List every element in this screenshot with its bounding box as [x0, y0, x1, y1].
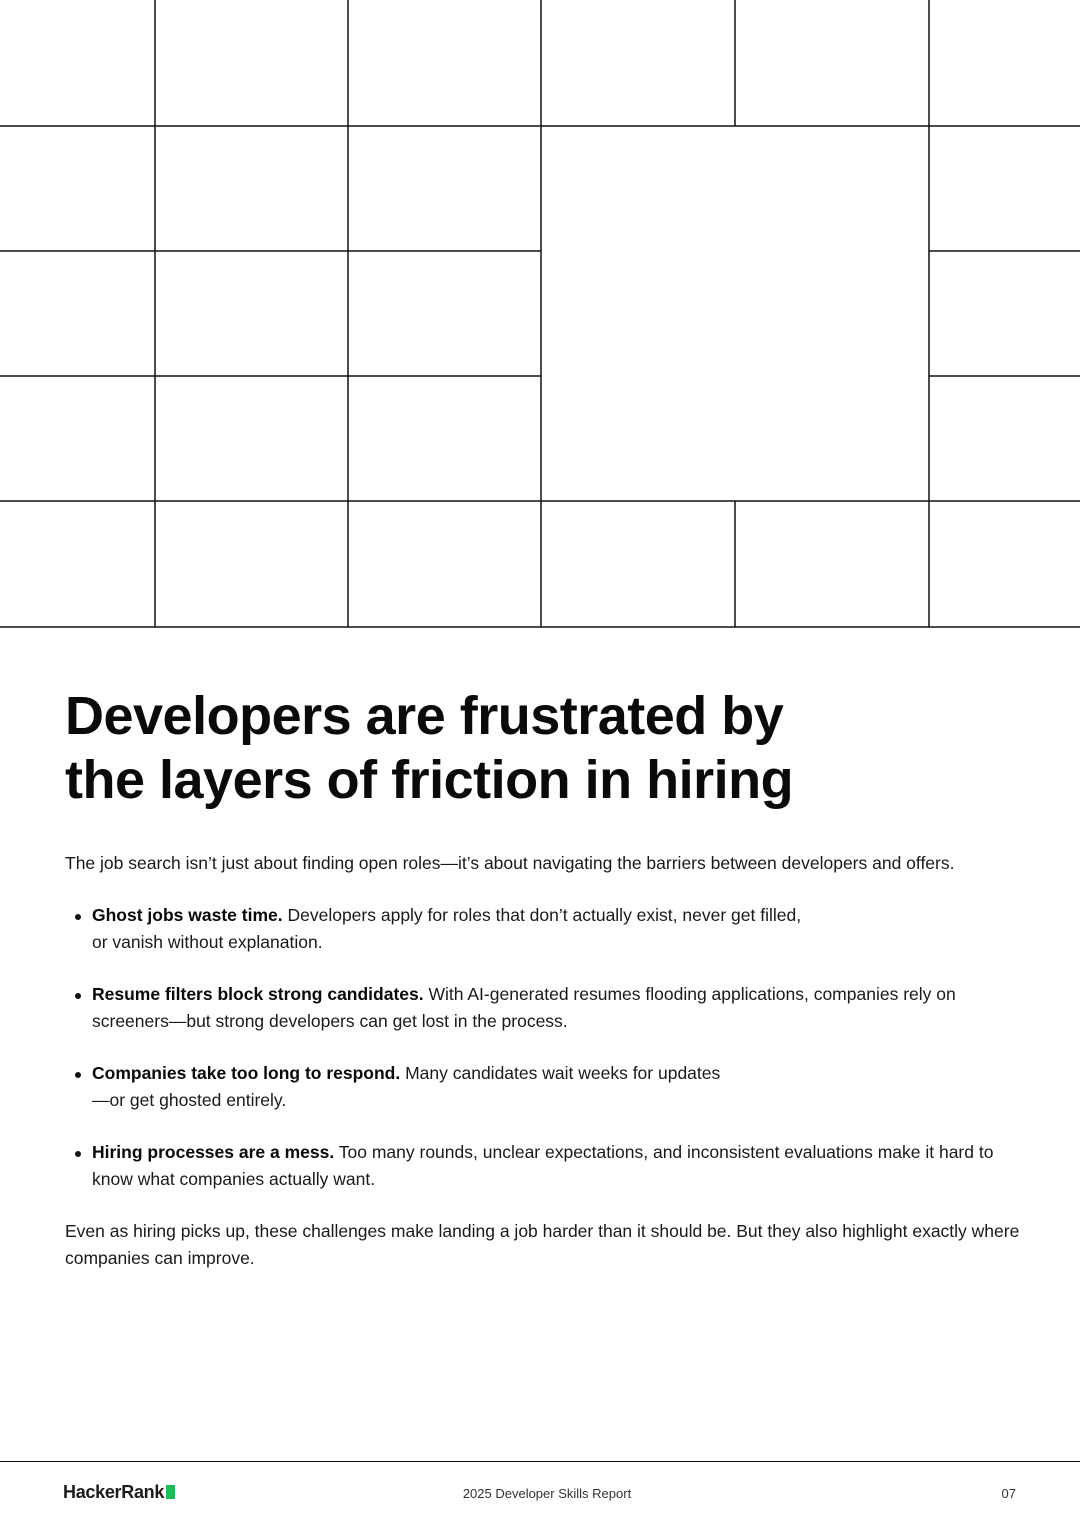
list-item-title: Hiring processes are a mess. — [92, 1142, 335, 1162]
page-number: 07 — [1001, 1486, 1016, 1501]
closing-paragraph: Even as hiring picks up, these challenges make landing a job harder than it should be. But they also highlight exactly where companies can improve. — [65, 1221, 1020, 1268]
list-item-title: Resume filters block strong candidates. — [92, 984, 424, 1004]
bullet-icon — [75, 993, 81, 999]
list-item-text: know what companies actually want. — [92, 1169, 376, 1189]
bullet-icon — [75, 914, 81, 920]
decorative-grid — [0, 0, 1080, 628]
bullet-icon — [75, 1151, 81, 1157]
list-item-text: —or get ghosted entirely. — [92, 1090, 287, 1110]
intro-paragraph: The job search isn’t just about finding open roles—it’s about navigating the barriers between developers and offers. — [65, 853, 955, 873]
list-item-text: Many candidates wait weeks for updates — [400, 1063, 721, 1083]
list-item — [65, 1060, 1025, 1114]
title-line-2: the layers of friction in hiring — [65, 750, 794, 810]
list-item-text: With AI-generated resumes flooding applications, companies rely on — [423, 984, 956, 1004]
list-item — [65, 981, 1025, 1035]
list-item-title: Companies take too long to respond. — [92, 1063, 401, 1083]
list-item-text: Developers apply for roles that don’t actually exist, never get filled, — [282, 905, 802, 925]
report-title: 2025 Developer Skills Report — [462, 1486, 632, 1501]
grid-lines — [0, 0, 1080, 628]
list-item — [65, 1139, 1025, 1193]
logo-text: HackerRank — [63, 1482, 165, 1502]
friction-list — [65, 902, 1025, 1193]
list-item-text: or vanish without explanation. — [92, 932, 323, 952]
bullet-icon — [75, 1072, 81, 1078]
list-item-text: Too many rounds, unclear expectations, and inconsistent evaluations make it hard to — [334, 1142, 994, 1162]
list-item-text: screeners—but strong developers can get lost in the process. — [92, 1011, 568, 1031]
article-body — [65, 684, 1025, 1272]
page-title — [65, 684, 1025, 812]
page-footer — [0, 1462, 1080, 1528]
list-item-title: Ghost jobs waste time. — [92, 905, 283, 925]
title-line-1: Developers are frustrated by — [65, 686, 784, 746]
list-item — [65, 902, 1025, 956]
